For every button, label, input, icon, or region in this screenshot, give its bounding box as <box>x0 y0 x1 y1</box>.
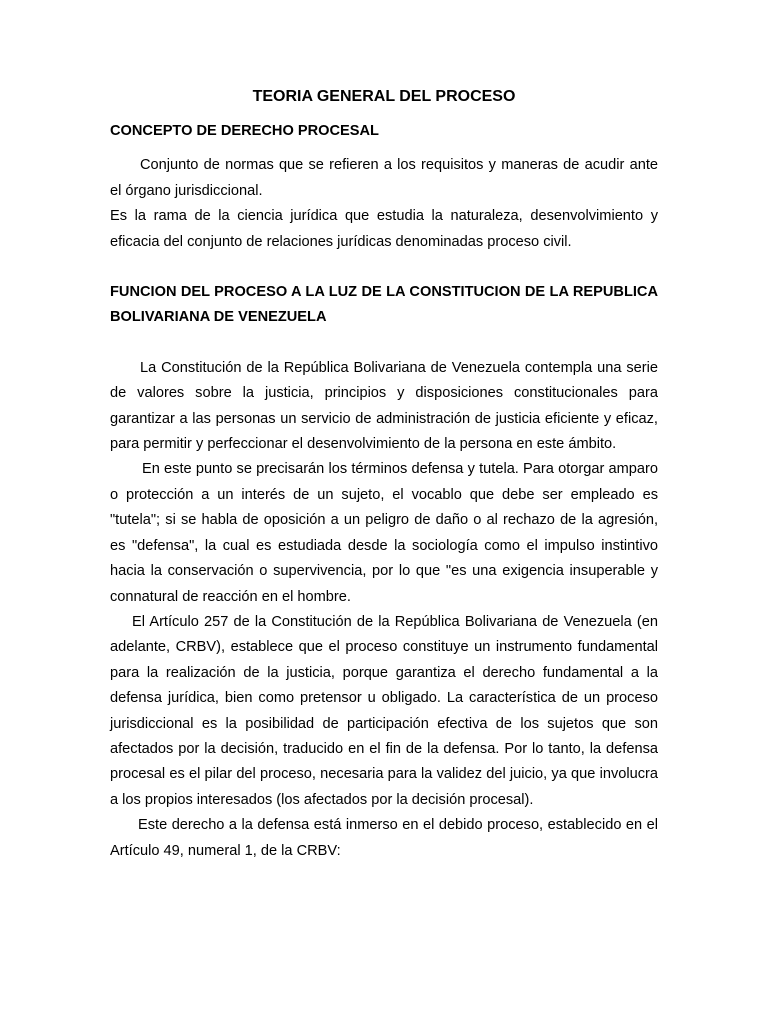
section-heading-funcion: FUNCION DEL PROCESO A LA LUZ DE LA CONSTITUCION DE LA REPUBLICA BOLIVARIANA DE VENEZUELA <box>110 284 658 326</box>
paragraph: En este punto se precisarán los términos defensa y tutela. Para otorgar amparo o protección a un interés de un sujeto, el vocablo que debe ser empleado es "tutela"; si se habla de oposición a un peligro de daño o al rechazo de la agresión, es "defensa", la cual es estudiada desde la sociología como el impulso instintivo hacia la conservación o supervivencia, por lo que "es una exigencia insuperable y connatural de reacción en el hombre. <box>110 461 658 605</box>
spacer <box>110 255 658 280</box>
paragraph: El Artículo 257 de la Constitución de la República Bolivariana de Venezuela (en adelante, CRBV), establece que el proceso constituye un instrumento fundamental para la realización de la justicia, porque garantiza el derecho fundamental a la defensa jurídica, bien como pretensor u obligado. La característica de un proceso jurisdiccional es la posibilidad de participación efectiva de los sujetos que son afectados por la decisión, traducido en el fin de la defensa. Por lo tanto, la defensa procesal es el pilar del proceso, necesaria para la validez del juicio, ya que involucra a los propios interesados (los afectados por la decisión procesal). <box>110 613 658 808</box>
paragraph: La Constitución de la República Bolivariana de Venezuela contempla una serie de valores sobre la justicia, principios y disposiciones constitucionales para garantizar a las personas un servicio de administración de justicia eficiente y eficaz, para permitir y perfeccionar el desenvolvimiento de la persona en este ámbito. <box>110 359 658 453</box>
document-title: TEORIA GENERAL DEL PROCESO <box>252 88 516 105</box>
paragraph: Este derecho a la defensa está inmerso en el debido proceso, establecido en el Artículo 49, numeral 1, de la CRBV: <box>110 817 658 859</box>
paragraph: Conjunto de normas que se refieren a los requisitos y maneras de acudir ante el órgano jurisdiccional. <box>110 157 658 199</box>
document-page <box>110 84 658 864</box>
section-heading-concepto: CONCEPTO DE DERECHO PROCESAL <box>110 123 379 139</box>
spacer <box>110 340 658 356</box>
paragraph: Es la rama de la ciencia jurídica que estudia la naturaleza, desenvolvimiento y eficacia del conjunto de relaciones jurídicas denominadas proceso civil. <box>110 208 658 250</box>
